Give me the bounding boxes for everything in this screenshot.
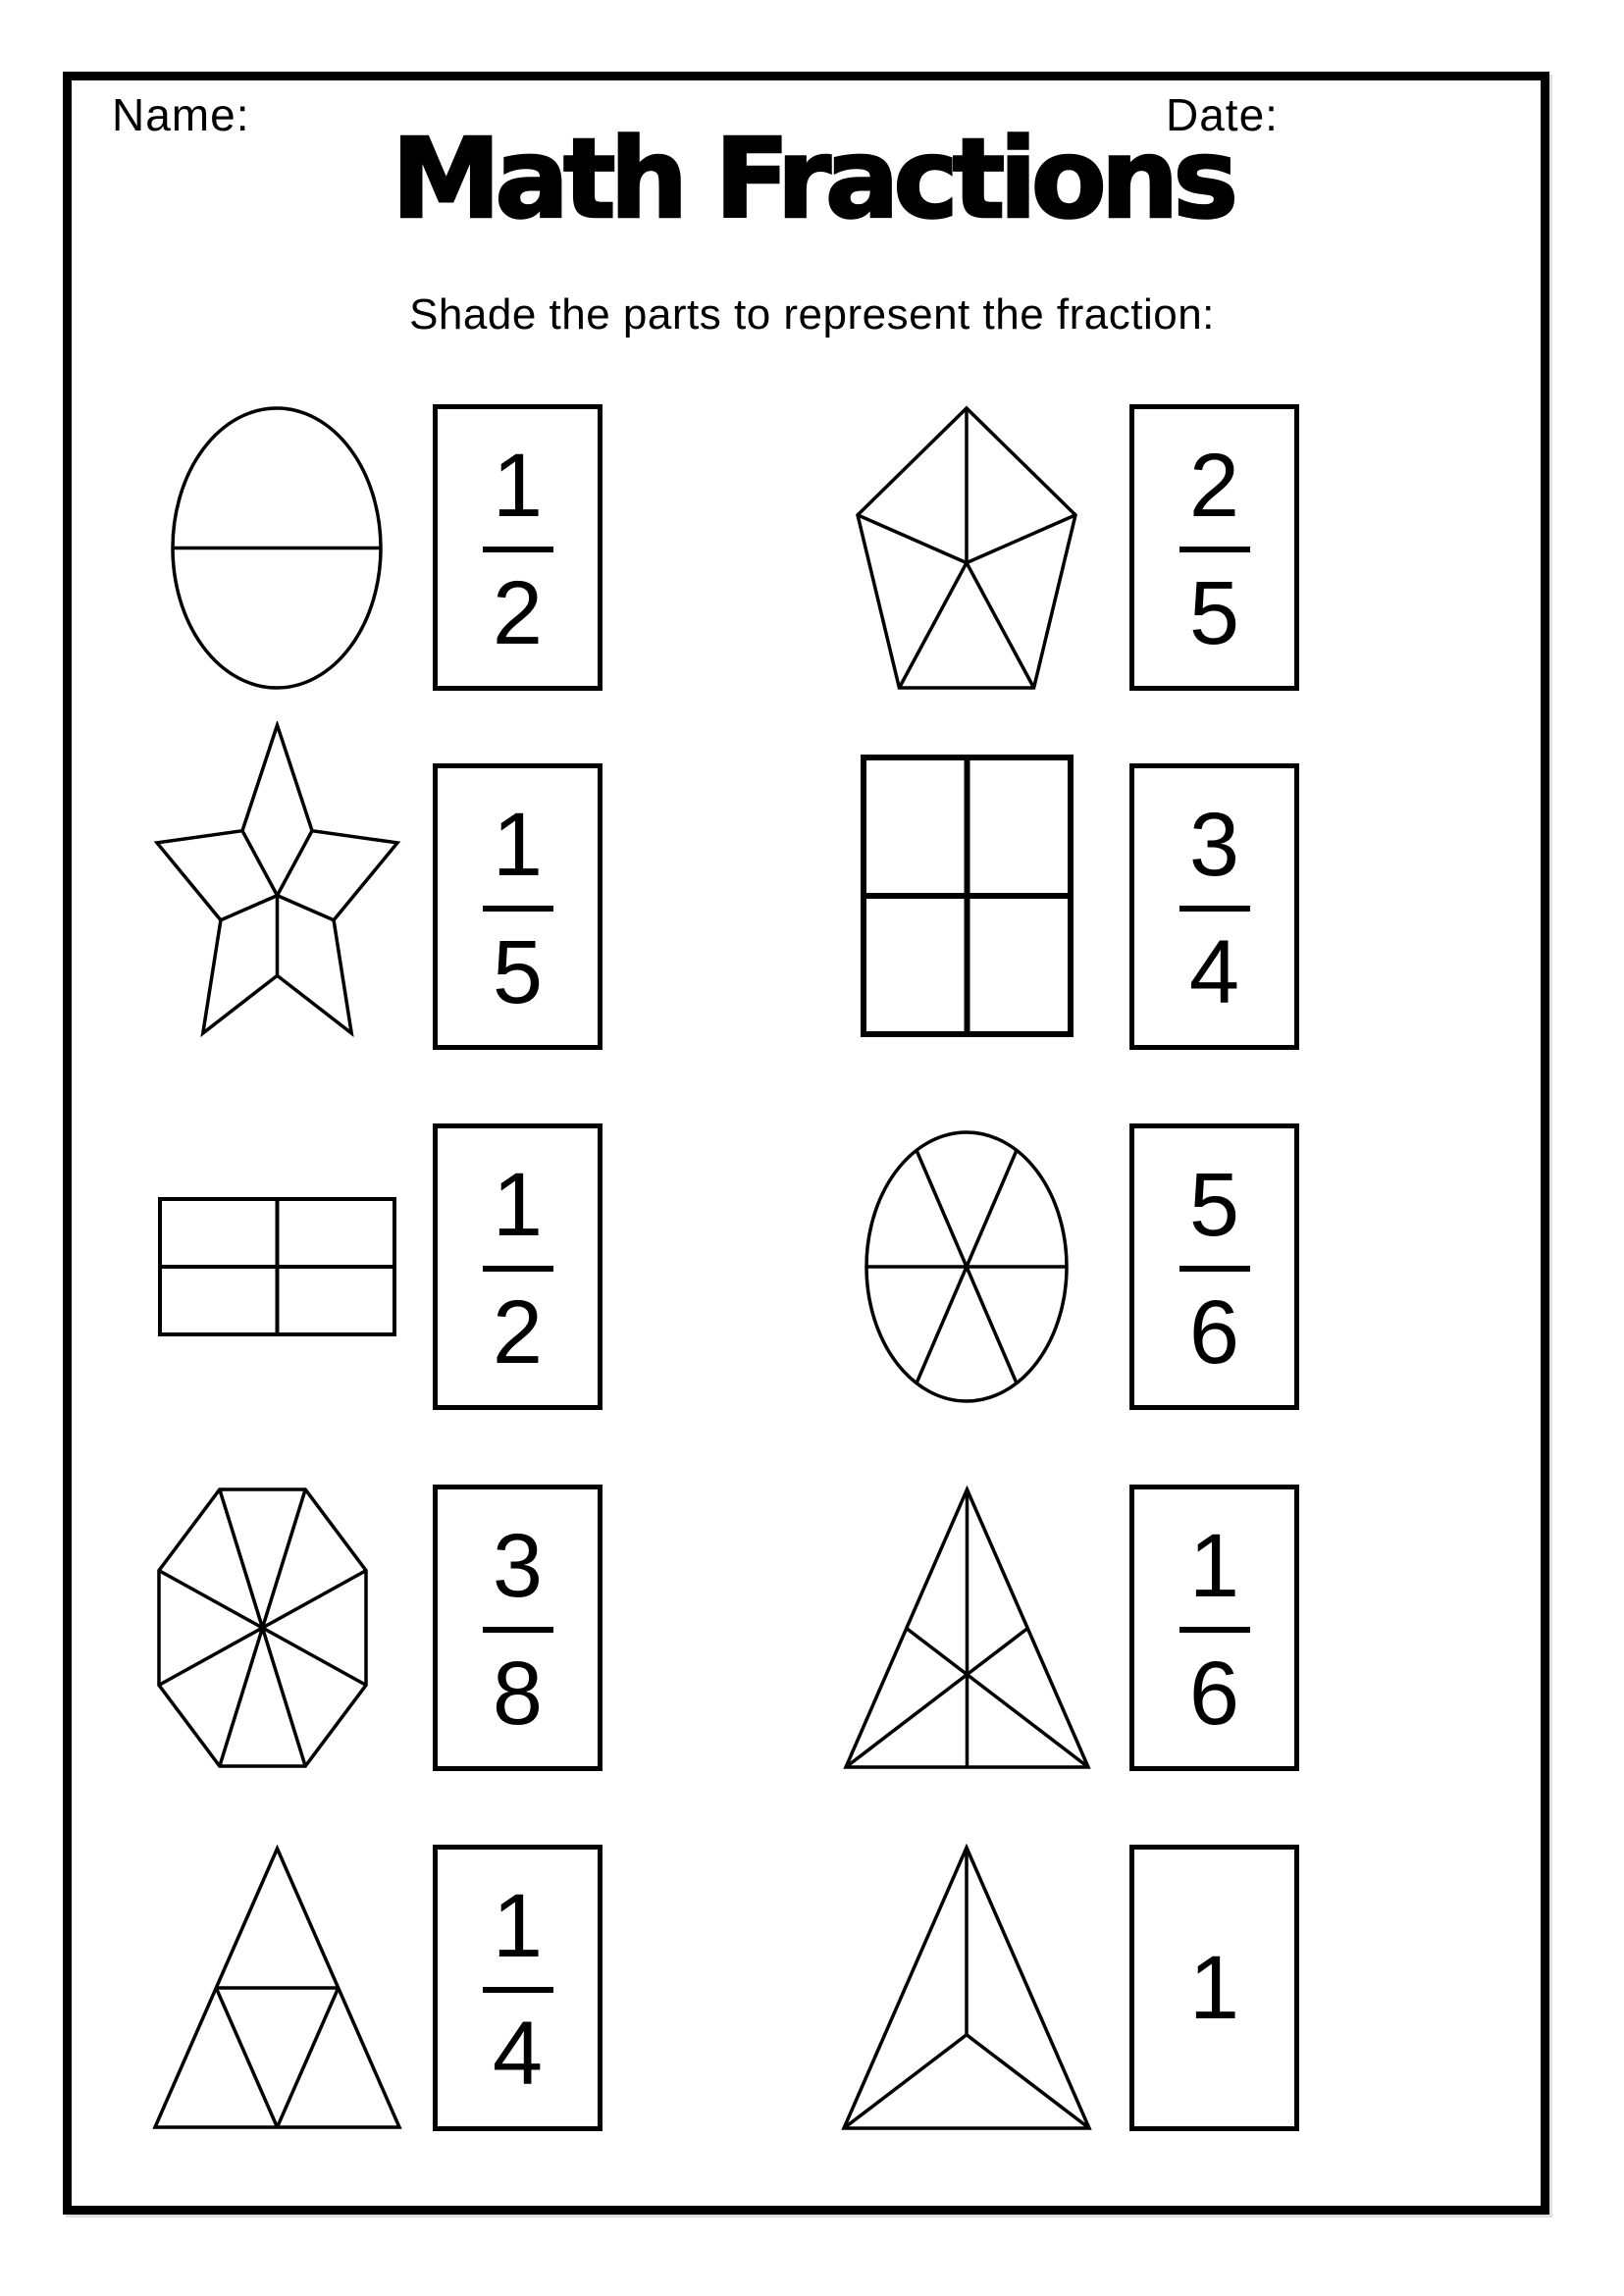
fraction-box <box>433 1485 602 1771</box>
shape-graphic <box>155 1486 370 1770</box>
shape-graphic <box>840 1844 1093 2132</box>
shape-graphic <box>153 721 401 1037</box>
fraction-box <box>1129 404 1299 691</box>
shape-triangle-3-parts[interactable] <box>840 1844 1093 2132</box>
denominator: 4 <box>492 2004 544 2104</box>
shape-graphic <box>156 1195 398 1338</box>
shape-octagon-8-parts[interactable] <box>155 1486 370 1770</box>
shape-rectangle-4-parts[interactable] <box>156 1195 398 1338</box>
fraction-box <box>1129 1123 1299 1410</box>
denominator: 5 <box>492 922 544 1022</box>
denominator: 4 <box>1188 922 1240 1022</box>
page-title: Math Fractions <box>391 116 1233 243</box>
denominator: 5 <box>1188 563 1240 663</box>
denominator: 8 <box>492 1644 544 1744</box>
numerator: 2 <box>1188 436 1240 536</box>
shape-graphic <box>842 1486 1092 1771</box>
fraction-box <box>1129 1845 1299 2131</box>
denominator: 2 <box>492 1282 544 1383</box>
denominator: 6 <box>1188 1644 1240 1744</box>
fraction-bar <box>1179 1627 1250 1633</box>
fraction-box <box>433 404 602 691</box>
shape-star-5-parts[interactable] <box>153 721 401 1037</box>
numerator: 1 <box>1188 1516 1240 1616</box>
whole-number: 1 <box>1188 1938 1240 2038</box>
fraction-box <box>433 1123 602 1410</box>
shape-graphic <box>151 1845 403 2131</box>
fraction-bar <box>483 1266 553 1272</box>
fraction-box <box>433 763 602 1050</box>
shape-graphic <box>860 754 1074 1038</box>
numerator: 1 <box>492 1876 544 1976</box>
shape-graphic <box>863 1128 1071 1405</box>
fraction-bar <box>1179 906 1250 912</box>
fraction-box <box>1129 1485 1299 1771</box>
shape-circle-6-parts[interactable] <box>863 1128 1071 1405</box>
shape-square-4-parts[interactable] <box>860 754 1074 1038</box>
fraction-bar <box>483 547 553 552</box>
denominator: 2 <box>492 563 544 663</box>
shape-triangle-6-parts[interactable] <box>842 1486 1092 1771</box>
fraction-bar <box>1179 1266 1250 1272</box>
numerator: 1 <box>492 795 544 895</box>
numerator: 3 <box>492 1516 544 1616</box>
shape-circle-2-parts[interactable] <box>169 404 385 692</box>
denominator: 6 <box>1188 1282 1240 1383</box>
shape-pentagon-5-parts[interactable] <box>854 404 1079 692</box>
numerator: 5 <box>1188 1155 1240 1255</box>
fraction-bar <box>483 1627 553 1633</box>
instructions-text: Shade the parts to represent the fraction: <box>409 290 1215 339</box>
fraction-box <box>1129 763 1299 1050</box>
fraction-bar <box>1179 547 1250 552</box>
fraction-box <box>433 1845 602 2131</box>
fraction-bar <box>483 1987 553 1993</box>
name-label: Name: <box>112 89 250 140</box>
shape-graphic <box>169 404 385 692</box>
numerator: 1 <box>492 1155 544 1255</box>
fraction-bar <box>483 906 553 912</box>
numerator: 3 <box>1188 795 1240 895</box>
numerator: 1 <box>492 436 544 536</box>
date-label: Date: <box>1166 89 1279 140</box>
shape-graphic <box>854 404 1079 692</box>
shape-triangle-4-parts[interactable] <box>151 1845 403 2131</box>
